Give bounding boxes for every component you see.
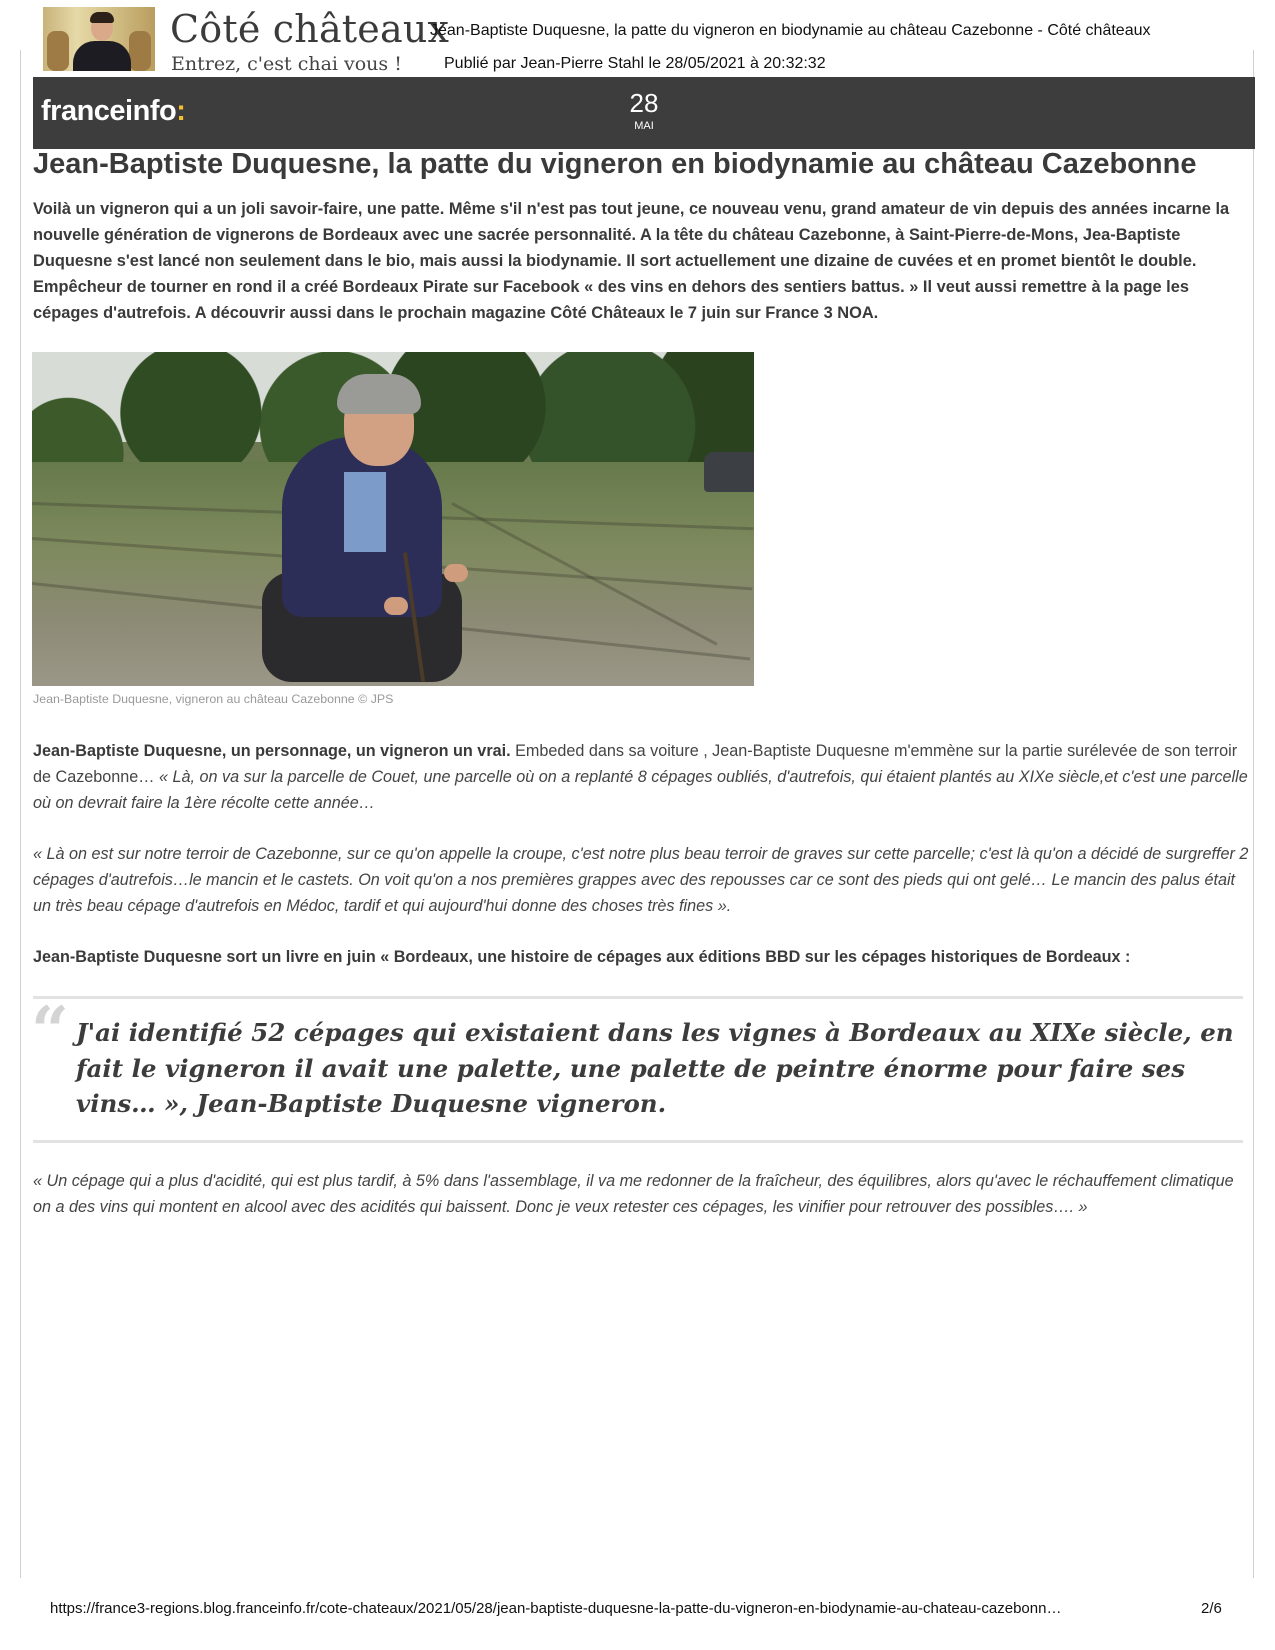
paragraph-text: Embeded dans sa voiture , Jean-Baptiste Duquesne m'emmène sur la partie surélevée de son terroir de Cazebonne… [33,742,1238,786]
post-date-day: 28 [629,88,659,118]
article-lead: Voilà un vigneron qui a un joli savoir-faire, une patte. Même s'il n'est pas tout jeune, ce nouveau venu, grand amateur de vin depuis des années incarne la nouvelle génération de vignerons de Bordeaux avec une sacrée personnalité. A la tête du château Cazebonne, à Saint-Pierre-de-Mons, Jea-Baptiste Duquesne s'est lancé non seulement dans le bio, mais aussi la biodynamie. Il sort actuellement une dizaine de cuvées et en promet bientôt le double. Empêcheur de tourner en rond il a créé Bordeaux Pirate sur Facebook « des vins en dehors des sentiers battus. » Il veut aussi remettre à la page les cépages d'autrefois. A découvrir aussi dans le prochain magazine Côté Châteaux le 7 juin sur France 3 NOA. [33,200,1230,322]
blockquote-rule-bottom [33,1140,1243,1143]
published-by: Publié par Jean-Pierre Stahl le 28/05/2021 à 20:32:32 [444,55,826,72]
site-header-photo[interactable] [43,7,155,71]
logo-colon: : [176,95,186,127]
franceinfo-banner [33,77,1255,149]
quote-mark-icon: “ [31,992,69,1070]
site-tagline: Entrez, c'est chai vous ! [171,53,402,75]
logo-text: franceinfo [41,95,177,127]
article-title: Jean-Baptiste Duquesne, la patte du vigneron en biodynamie au château Cazebonne [33,148,1197,180]
footer-url: https://france3-regions.blog.franceinfo.fr/cote-chateaux/2021/05/28/jean-baptiste-duquesne-la-patte-du-vigneron-en-biodynamie-au-chateau-cazebonn… [50,1600,1062,1617]
frame-left-border [20,50,21,1578]
post-date-month: MAI [634,120,654,132]
blockquote-text: J'ai identifié 52 cépages qui existaient dans les vignes à Bordeaux au XIXe siècle, en fait le vigneron il avait une palette, une palette de peintre énorme pour faire ses vins… », Jean-Baptiste Duquesne vigneron. [76,1018,1234,1118]
site-title[interactable]: Côté châteaux [170,7,450,51]
photo-caption: Jean-Baptiste Duquesne, vigneron au château Cazebonne © JPS [33,692,394,706]
footer-page-number: 2/6 [1201,1600,1222,1617]
page-heading: Jean-Baptiste Duquesne, la patte du vigneron en biodynamie au château Cazebonne - Côté châteaux [430,22,1151,39]
blockquote-rule-top [33,996,1243,999]
article-paragraph-3: Jean-Baptiste Duquesne sort un livre en juin « Bordeaux, une histoire de cépages aux éditions BBD sur les cépages historiques de Bordeaux : [33,948,1131,966]
article-photo[interactable] [32,352,754,686]
paragraph-lead-in: Jean-Baptiste Duquesne, un personnage, un vigneron un vrai. [33,742,511,760]
paragraph-quote: « Là, on va sur la parcelle de Couet, une parcelle où on a replanté 8 cépages oubliés, d'autrefois, qui étaient plantés au XIXe siècle,et c'est une parcelle où on devrait faire la 1ère récolte cette année… [33,768,1248,812]
article-paragraph-1 [33,738,1255,816]
article-paragraph-4: « Un cépage qui a plus d'acidité, qui est plus tardif, à 5% dans l'assemblage, il va me redonner de la fraîcheur, des équilibres, alors qu'avec le réchauffement climatique on a des vins qui montent en alcool avec des acidités qui baissent. Donc je veux retester ces cépages, les vinifier pour retrouver des possibles…. » [33,1172,1234,1216]
article-paragraph-2: « Là on est sur notre terroir de Cazebonne, sur ce qu'on appelle la croupe, c'est notre plus beau terroir de graves sur cette parcelle; c'est là qu'on a décidé de surgreffer 2 cépages d'autrefois…le mancin et le castets. On voit qu'on a nos premières grappes avec des repousses car ce sont des pieds qui ont gelé… Le mancin des palus était un très beau cépage d'autrefois en Médoc, tardif et qui aujourd'hui donne des choses très fines ». [33,845,1249,915]
